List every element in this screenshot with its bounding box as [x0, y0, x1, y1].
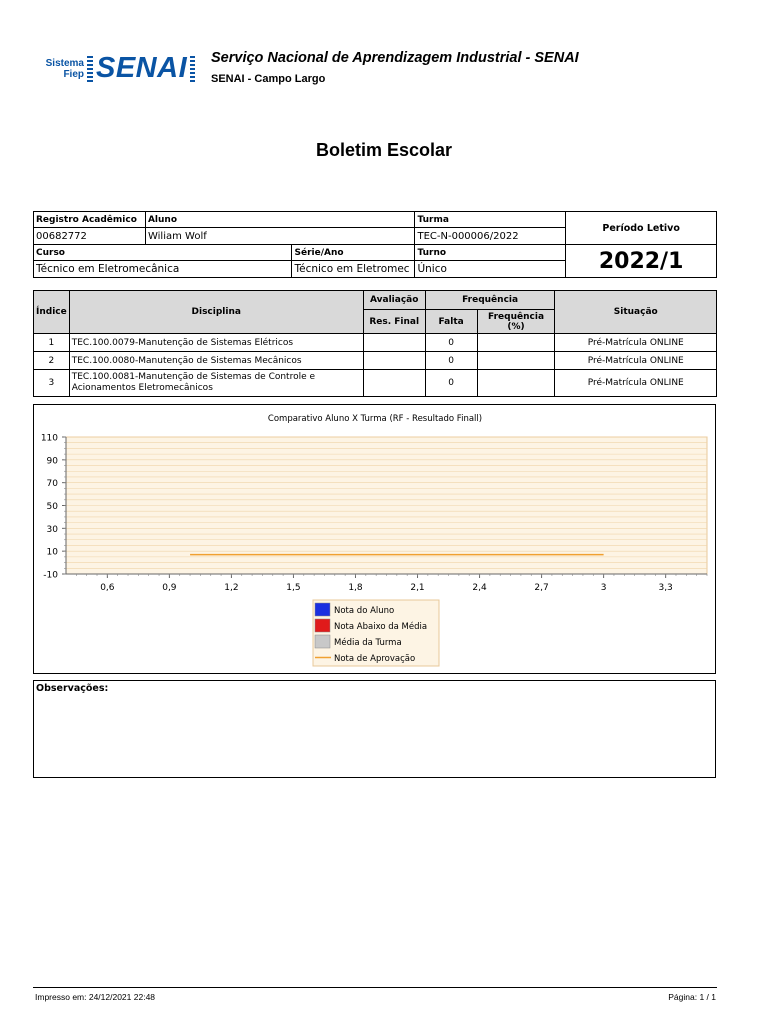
registro-value: 00682772 [34, 228, 146, 245]
printed-at: Impresso em: 24/12/2021 22:48 [35, 992, 156, 1002]
periodo-label: Período Letivo [566, 212, 717, 245]
logo-stripes-right [190, 56, 195, 84]
row-indice: 2 [34, 352, 70, 370]
row-falta: 0 [425, 370, 477, 397]
x-tick-label: 1,5 [286, 583, 301, 593]
y-tick-label: 50 [46, 502, 58, 512]
x-tick-label: 0,9 [162, 583, 177, 593]
footer-divider [33, 987, 717, 988]
row-freq-pct [477, 334, 555, 352]
logo-stripes-left [87, 56, 93, 84]
col-indice-header: Índice [34, 291, 70, 334]
x-tick-label: 1,8 [348, 583, 363, 593]
student-info-table [33, 211, 717, 278]
legend-swatch [315, 635, 330, 648]
document-title: Boletim Escolar [315, 140, 453, 160]
row-falta: 0 [425, 352, 477, 370]
row-freq-pct [477, 370, 555, 397]
comparison-chart [33, 404, 716, 674]
legend-label: Nota de Aprovação [334, 654, 416, 664]
chart-svg [34, 405, 717, 675]
org-subtitle: SENAI - Campo Largo [211, 73, 326, 85]
chart-title: Comparativo Aluno X Turma (RF - Resultado Finall) [267, 414, 483, 424]
row-situacao: Pré-Matrícula ONLINE [555, 352, 717, 370]
turno-label: Turno [415, 245, 566, 261]
table-row [34, 370, 717, 397]
col-frequencia-header: Frequência [425, 291, 555, 310]
row-indice: 3 [34, 370, 70, 397]
turma-label: Turma [415, 212, 566, 228]
logo-senai-text: SENAI [96, 52, 188, 84]
y-tick-label: 70 [46, 479, 58, 490]
col-disciplina-header: Disciplina [69, 291, 363, 334]
observations-label: Observações: [36, 683, 109, 694]
row-res-final [363, 334, 425, 352]
legend-swatch [315, 619, 330, 632]
turno-value: Único [415, 261, 566, 278]
page-number: Página: 1 / 1 [668, 992, 716, 1002]
legend-swatch [315, 603, 330, 616]
table-row [34, 334, 717, 352]
y-tick-label: 90 [46, 456, 58, 467]
legend-label: Nota Abaixo da Média [334, 622, 428, 632]
curso-value: Técnico em Eletromecânica [34, 261, 292, 278]
row-res-final [363, 370, 425, 397]
legend-label: Média da Turma [334, 638, 402, 648]
col-freq-pct-header: Frequência (%) [477, 310, 555, 334]
serie-value: Técnico em Eletromec [292, 261, 415, 278]
col-avaliacao-header: Avaliação [363, 291, 425, 310]
grades-table [33, 290, 717, 397]
col-falta-header: Falta [425, 310, 477, 334]
y-tick-label: -10 [43, 570, 58, 581]
row-falta: 0 [425, 334, 477, 352]
curso-label: Curso [34, 245, 292, 261]
row-res-final [363, 352, 425, 370]
logo-fiep-text: Fiep [63, 69, 84, 80]
col-res-final-header: Res. Final [363, 310, 425, 334]
table-row [34, 352, 717, 370]
periodo-value: 2022/1 [566, 245, 717, 278]
logo-sistema-text: Sistema [45, 58, 84, 69]
row-situacao: Pré-Matrícula ONLINE [555, 334, 717, 352]
y-tick-label: 10 [46, 547, 58, 558]
turma-value: TEC-N-000006/2022 [415, 228, 566, 245]
aluno-value: Wiliam Wolf [145, 228, 415, 245]
row-disciplina-line2: Acionamentos Eletromecânicos [71, 383, 213, 393]
x-tick-label: 2,4 [472, 583, 487, 593]
serie-label: Série/Ano [292, 245, 415, 261]
senai-logo [40, 52, 200, 88]
row-situacao: Pré-Matrícula ONLINE [555, 370, 717, 397]
x-tick-label: 3 [600, 583, 607, 593]
row-indice: 1 [34, 334, 70, 352]
x-tick-label: 0,6 [100, 583, 115, 593]
row-disciplina: TEC.100.0079-Manutenção de Sistemas Elétricos [69, 334, 363, 352]
row-disciplina: TEC.100.0080-Manutenção de Sistemas Mecânicos [69, 352, 363, 370]
x-tick-label: 2,1 [410, 583, 425, 593]
row-disciplina [69, 370, 363, 397]
y-tick-label: 30 [46, 524, 58, 535]
row-freq-pct [477, 352, 555, 370]
x-tick-label: 1,2 [224, 583, 239, 593]
registro-label: Registro Acadêmico [34, 212, 146, 228]
org-title: Serviço Nacional de Aprendizagem Industrial - SENAI [211, 50, 579, 66]
aluno-label: Aluno [145, 212, 415, 228]
observations-box [33, 680, 716, 778]
y-tick-label: 110 [40, 433, 58, 444]
col-situacao-header: Situação [555, 291, 717, 334]
legend-label: Nota do Aluno [334, 606, 395, 616]
x-tick-label: 3,3 [658, 583, 673, 593]
row-disciplina-line1: TEC.100.0081-Manutenção de Sistemas de Controle e [71, 372, 316, 382]
x-tick-label: 2,7 [534, 583, 549, 593]
